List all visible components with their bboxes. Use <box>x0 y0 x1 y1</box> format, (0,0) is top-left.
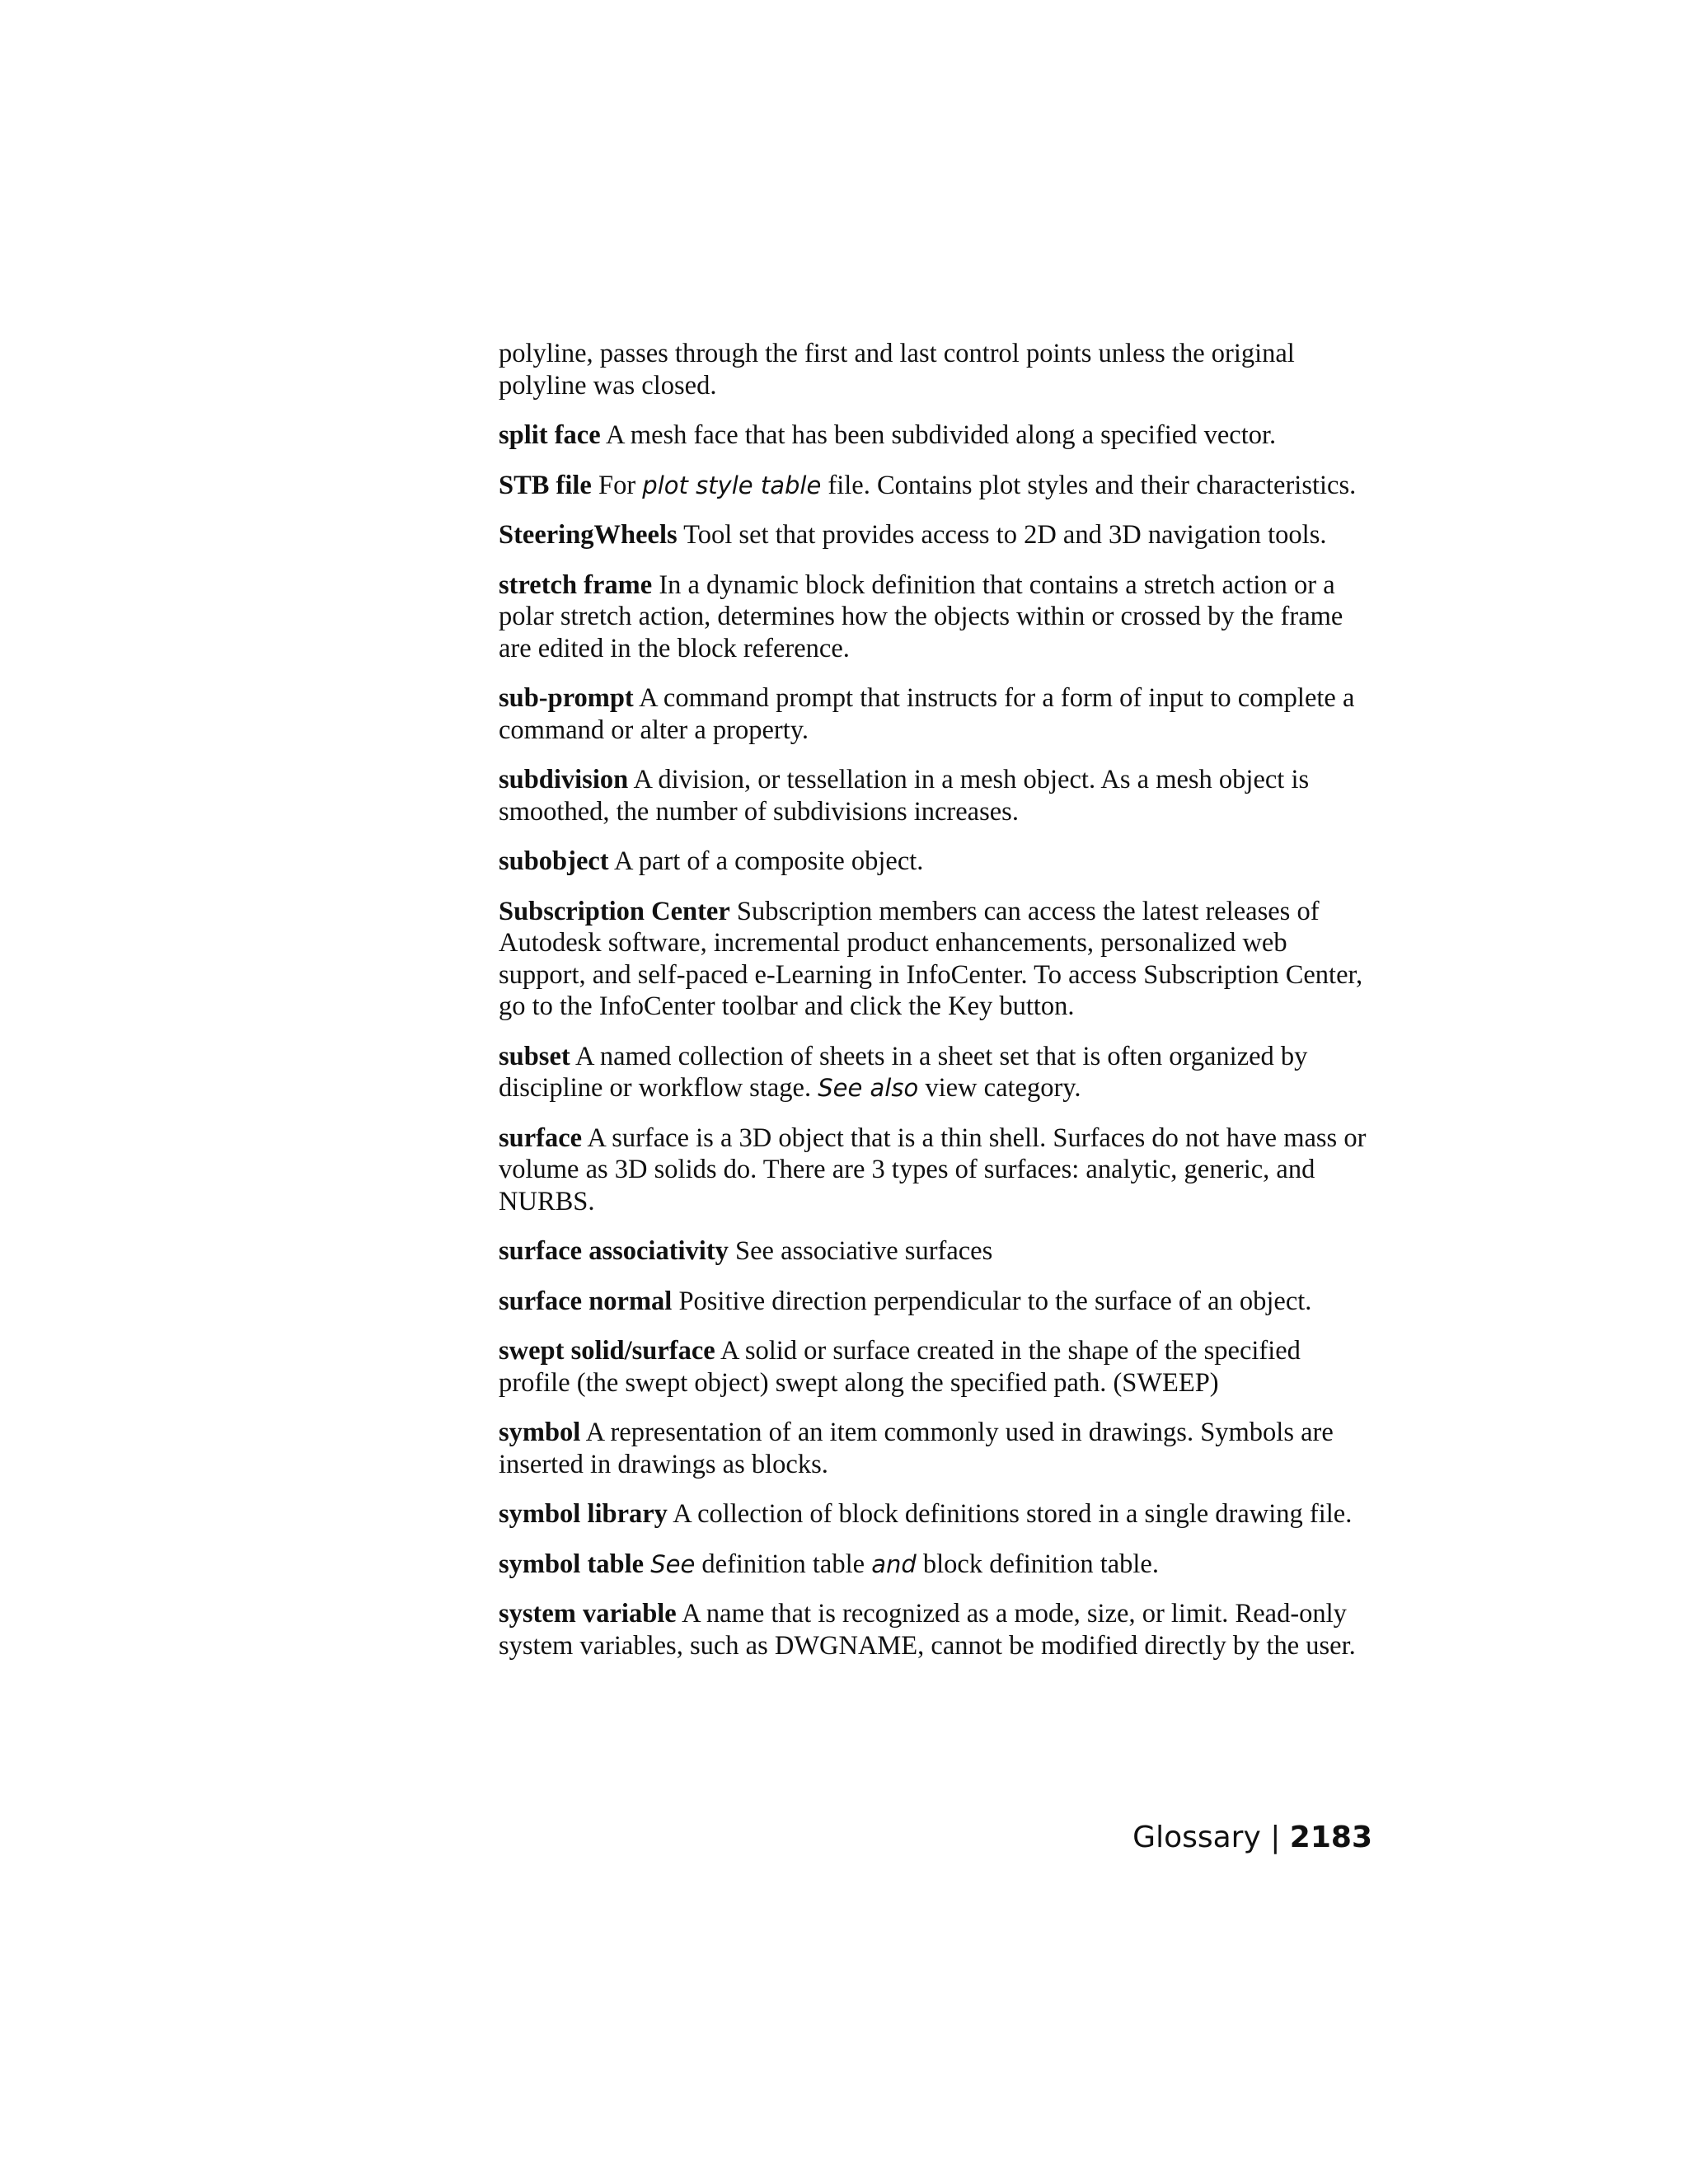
glossary-entry <box>499 846 1374 878</box>
glossary-entry <box>499 519 1374 551</box>
glossary-definition-text: A representation of an item commonly used in drawings. Symbols are inserted in drawings as blocks. <box>499 1418 1334 1479</box>
footer-section-label: Glossary <box>1132 1821 1261 1854</box>
glossary-entry <box>499 470 1374 502</box>
glossary-term: surface normal <box>499 1286 673 1316</box>
glossary-term: sub-prompt <box>499 683 634 713</box>
glossary-entry <box>499 682 1374 746</box>
glossary-entry <box>499 1417 1374 1480</box>
glossary-definition-text: A part of a composite object. <box>608 846 924 876</box>
glossary-term: system variable <box>499 1599 677 1629</box>
glossary-entry <box>499 1122 1374 1218</box>
glossary-definition-text: Subscription members can access the latest releases of Autodesk software, incremental product enhancements, personalized web support, and self-paced e-Learning in InfoCenter. To access Subscription Center, go to the InfoCenter toolbar and click the Key button. <box>499 896 1363 1021</box>
glossary-term: symbol table <box>499 1549 645 1579</box>
glossary-term: symbol library <box>499 1499 668 1529</box>
glossary-term: SteeringWheels <box>499 520 678 550</box>
glossary-definition-text: Positive direction perpendicular to the surface of an object. <box>672 1286 1312 1316</box>
glossary-definition-text: A surface is a 3D object that is a thin shell. Surfaces do not have mass or volume as 3D solids do. There are 3 types of surfaces: analytic, generic, and NURBS. <box>499 1122 1367 1216</box>
glossary-definition-text: A named collection of sheets in a sheet set that is often organized by discipline or workflow stage. <box>499 1041 1308 1103</box>
footer-separator: | <box>1260 1821 1290 1854</box>
glossary-definition-text: view category. <box>918 1073 1081 1103</box>
glossary-cross-reference: and <box>871 1549 917 1578</box>
glossary-term: symbol <box>499 1418 581 1447</box>
glossary-definition-text <box>644 1549 650 1579</box>
glossary-definition-text: A solid or surface created in the shape of the specified profile (the swept object) swept along the specified path. (SWEEP) <box>499 1336 1301 1398</box>
glossary-entry <box>499 1286 1374 1318</box>
page-number: 2183 <box>1289 1821 1372 1854</box>
glossary-term: Subscription Center <box>499 896 730 926</box>
glossary-entry <box>499 1598 1374 1661</box>
glossary-cross-reference: plot style table <box>642 471 822 499</box>
glossary-entry <box>499 1235 1374 1268</box>
glossary-definition-text: In a dynamic block definition that contains a stretch action or a polar stretch action, determines how the objects within or crossed by the frame are edited in the block reference. <box>499 569 1343 663</box>
glossary-entry <box>499 896 1374 1023</box>
glossary-definition-text: block definition table. <box>916 1549 1159 1579</box>
glossary-definition-text: A command prompt that instructs for a form of input to complete a command or alter a property. <box>499 683 1355 745</box>
glossary-entry <box>499 419 1374 452</box>
glossary-term: swept solid/surface <box>499 1336 715 1366</box>
glossary-definition-text: For <box>591 470 643 500</box>
glossary-term: subdivision <box>499 765 629 794</box>
glossary-term: subobject <box>499 846 609 876</box>
glossary-entries <box>499 338 1374 1680</box>
glossary-entry <box>499 764 1374 827</box>
glossary-entry <box>499 1498 1374 1530</box>
glossary-cross-reference: See <box>650 1549 696 1578</box>
glossary-entry <box>499 338 1374 401</box>
glossary-definition-text: definition table <box>695 1549 872 1579</box>
glossary-term: split face <box>499 420 601 450</box>
glossary-entry <box>499 1041 1374 1104</box>
glossary-definition-text: A mesh face that has been subdivided along a specified vector. <box>600 420 1277 450</box>
glossary-definition-text: A division, or tessellation in a mesh object. As a mesh object is smoothed, the number of subdivisions increases. <box>499 765 1310 827</box>
glossary-term: surface associativity <box>499 1236 729 1266</box>
glossary-definition-text: See associative surfaces <box>728 1236 993 1266</box>
glossary-definition-text: A name that is recognized as a mode, size, or limit. Read-only system variables, such as DWGNAME, cannot be modified directly by the user. <box>499 1599 1356 1661</box>
glossary-term: subset <box>499 1041 570 1071</box>
glossary-entry <box>499 569 1374 665</box>
glossary-entry <box>499 1335 1374 1399</box>
glossary-definition-text: file. Contains plot styles and their characteristics. <box>821 470 1357 500</box>
glossary-entry <box>499 1549 1374 1581</box>
glossary-term: stretch frame <box>499 569 653 600</box>
glossary-definition-text: Tool set that provides access to 2D and 3D navigation tools. <box>677 520 1327 550</box>
glossary-definition-text: A collection of block definitions stored in a single drawing file. <box>667 1499 1353 1529</box>
glossary-cross-reference: See also <box>818 1074 919 1102</box>
page-footer <box>1132 1820 1372 1856</box>
glossary-definition-text: polyline, passes through the first and last control points unless the original polyline was closed. <box>499 339 1295 401</box>
glossary-term: STB file <box>499 470 592 500</box>
glossary-term: surface <box>499 1122 583 1153</box>
